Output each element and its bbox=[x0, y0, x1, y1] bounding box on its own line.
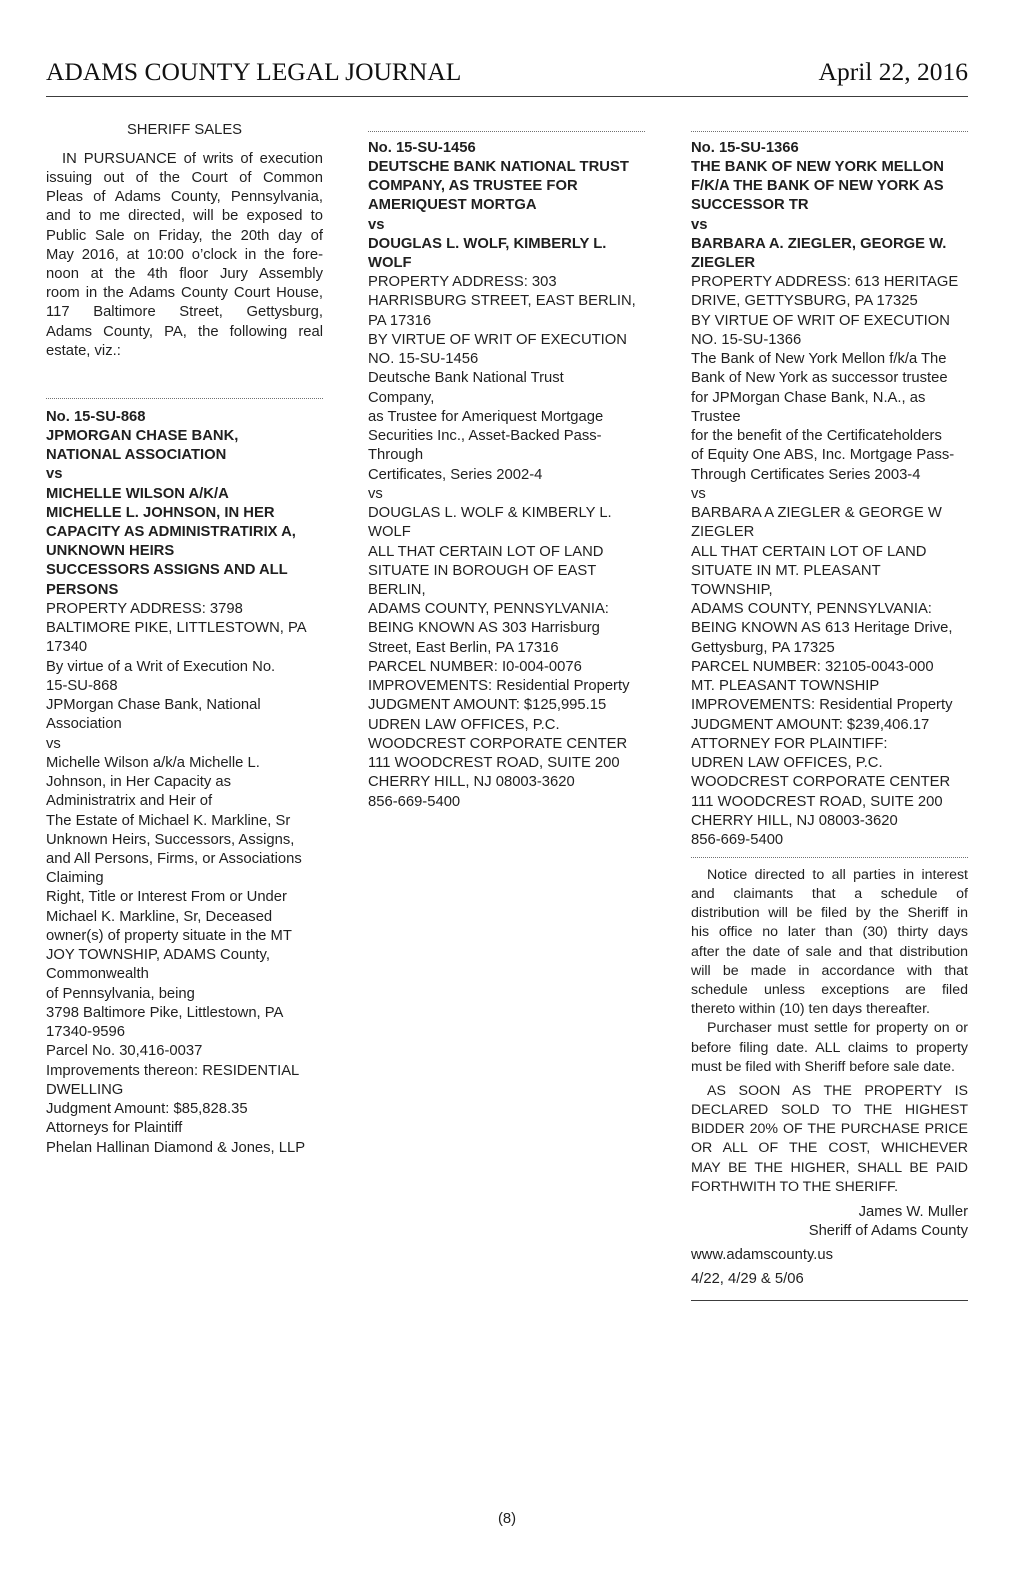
case-caption bbox=[46, 427, 323, 600]
payment-notice bbox=[691, 1082, 968, 1197]
listing-detail-line: 856-669-5400 bbox=[691, 832, 784, 849]
listing-detail-line: PARCEL NUMBER: 32105-0043-000 bbox=[691, 658, 934, 675]
case-caption-line: MICHELLE WILSON A/K/A bbox=[46, 485, 229, 502]
listing-detail-line: BEING KNOWN AS 303 Harrisburg bbox=[368, 620, 600, 637]
notice-line: AS SOON AS THE PROPERTY IS bbox=[707, 1082, 968, 1099]
listing-detail-line: WOODCREST CORPORATE CENTER bbox=[368, 735, 628, 752]
listing-detail-line: WOODCREST CORPORATE CENTER bbox=[691, 774, 951, 791]
notice-line: DECLARED SOLD TO THE HIGHEST bbox=[691, 1101, 968, 1118]
distribution-notice bbox=[691, 866, 968, 1020]
sheriff-title: Sheriff of Adams County bbox=[808, 1222, 968, 1239]
listing-detail-line: BARBARA A ZIEGLER & GEORGE W bbox=[691, 505, 942, 522]
listing-detail-line: BY VIRTUE OF WRIT OF EXECUTION bbox=[368, 331, 627, 348]
county-website: www.adamscounty.us bbox=[691, 1246, 834, 1263]
listing-detail-line: Phelan Hallinan Diamond & Jones, LLP bbox=[46, 1139, 306, 1156]
section-divider bbox=[691, 131, 968, 132]
header-rule bbox=[46, 96, 968, 97]
listing-detail-line: Improvements thereon: RESIDENTIAL bbox=[46, 1062, 300, 1079]
sale-listing bbox=[368, 139, 645, 812]
listing-detail-line: for the benefit of the Certificateholders bbox=[691, 428, 942, 445]
notice-line: MAY BE THE HIGHER, SHALL BE PAID bbox=[691, 1159, 968, 1176]
listing-detail-line: ADAMS COUNTY, PENNSYLVANIA: bbox=[691, 601, 932, 618]
listing-detail-line: Certificates, Series 2002-4 bbox=[368, 466, 543, 483]
case-caption-line: SUCCESSOR TR bbox=[691, 197, 809, 214]
listing-detail-line: vs bbox=[46, 735, 61, 752]
case-caption-line: CAPACITY AS ADMINISTRATIRIX A, bbox=[46, 524, 296, 540]
listing-detail-line: Through bbox=[368, 447, 424, 464]
journal-title: ADAMS COUNTY LEGAL JOURNAL bbox=[46, 57, 462, 86]
listing-detail-line: Commonwealth bbox=[46, 966, 149, 983]
listing-detail-line: SITUATE IN BOROUGH OF EAST bbox=[368, 562, 597, 579]
notice-line: will be made in accordance with that bbox=[691, 962, 968, 979]
listing-detail-line: 111 WOODCREST ROAD, SUITE 200 bbox=[691, 793, 943, 810]
listing-detail-line: Michelle Wilson a/k/a Michelle L. bbox=[46, 754, 260, 771]
notice-line: distribution will be filed by the Sheriff in bbox=[691, 905, 968, 922]
page-number: (8) bbox=[497, 1510, 517, 1527]
listing-detail-line: MT. PLEASANT TOWNSHIP bbox=[691, 678, 880, 695]
intro-line: and to me directed, will be exposed to bbox=[46, 208, 323, 225]
listing-detail-line: owner(s) of property situate in the MT bbox=[46, 927, 292, 944]
case-caption-line: AMERIQUEST MORTGA bbox=[368, 197, 537, 214]
section-divider bbox=[46, 398, 323, 399]
listing-detail-line: Unknown Heirs, Successors, Assigns, bbox=[46, 831, 295, 848]
listing-details bbox=[46, 600, 323, 1158]
intro-line: 117 Baltimore Street, Gettysburg, bbox=[46, 304, 323, 321]
case-caption-line: SUCCESSORS ASSIGNS AND ALL bbox=[46, 562, 288, 579]
intro-line: Pleas of Adams County, Pennsylvania, bbox=[46, 189, 323, 206]
case-caption-line: WOLF bbox=[368, 255, 412, 271]
listing-detail-line: 17340-9596 bbox=[46, 1024, 125, 1041]
listing-detail-line: ALL THAT CERTAIN LOT OF LAND bbox=[691, 543, 927, 560]
listing-detail-line: DRIVE, GETTYSBURG, PA 17325 bbox=[691, 293, 918, 310]
listing-detail-line: PROPERTY ADDRESS: 613 HERITAGE bbox=[691, 274, 959, 291]
intro-line: Adams County, PA, the following real bbox=[46, 323, 323, 340]
notice-line: schedule unless exceptions are filed bbox=[691, 982, 968, 998]
listing-detail-line: Association bbox=[46, 716, 122, 733]
intro-line: May 2016, at 10:00 o’clock in the fore- bbox=[46, 246, 323, 263]
section-title: SHERIFF SALES bbox=[126, 121, 243, 138]
notice-line: his office no later than (30) thirty days bbox=[691, 924, 968, 941]
case-number: No. 15-SU-1366 bbox=[691, 139, 799, 156]
intro-line: Public Sale on Friday, the 20th day of bbox=[46, 227, 323, 244]
listing-detail-line: PA 17316 bbox=[368, 312, 432, 329]
listing-detail-line: Michael K. Markline, Sr, Deceased bbox=[46, 908, 273, 925]
case-caption-line: THE BANK OF NEW YORK MELLON bbox=[691, 158, 944, 175]
listing-detail-line: Company, bbox=[368, 389, 435, 406]
listing-detail-line: BY VIRTUE OF WRIT OF EXECUTION bbox=[691, 312, 950, 329]
listing-detail-line: Street, East Berlin, PA 17316 bbox=[368, 639, 559, 656]
listing-detail-line: Securities Inc., Asset-Backed Pass- bbox=[368, 428, 602, 445]
listing-detail-line: Gettysburg, PA 17325 bbox=[691, 639, 835, 656]
listing-detail-line: Deutsche Bank National Trust bbox=[368, 370, 564, 387]
listing-details bbox=[691, 273, 968, 850]
intro-paragraph bbox=[46, 150, 323, 362]
listing-detail-line: UDREN LAW OFFICES, P.C. bbox=[691, 755, 883, 772]
listing-details bbox=[368, 273, 645, 812]
listing-detail-line: WOLF bbox=[368, 524, 411, 541]
listing-detail-line: The Bank of New York Mellon f/k/a The bbox=[691, 351, 947, 368]
notice-line: OR ALL OF THE COST, WHICHEVER bbox=[691, 1140, 968, 1157]
listing-detail-line: TOWNSHIP, bbox=[691, 581, 773, 598]
case-caption-line: BARBARA A. ZIEGLER, GEORGE W. bbox=[691, 235, 947, 252]
issue-date: April 22, 2016 bbox=[818, 57, 968, 86]
notice-line: FORTHWITH TO THE SHERIFF. bbox=[691, 1178, 899, 1195]
listing-detail-line: PROPERTY ADDRESS: 303 bbox=[368, 274, 557, 291]
listing-detail-line: JUDGMENT AMOUNT: $239,406.17 bbox=[691, 716, 930, 733]
listing-detail-line: Johnson, in Her Capacity as bbox=[46, 774, 232, 791]
listing-detail-line: BERLIN, bbox=[368, 581, 426, 598]
sheriff-name: James W. Muller bbox=[858, 1203, 968, 1220]
listing-detail-line: ATTORNEY FOR PLAINTIFF: bbox=[691, 735, 888, 752]
case-number: No. 15-SU-1456 bbox=[368, 139, 476, 156]
sale-listing bbox=[691, 139, 968, 851]
listing-detail-line: PROPERTY ADDRESS: 3798 bbox=[46, 600, 243, 617]
intro-line: noon at the 4th floor Jury Assembly bbox=[46, 266, 323, 282]
listing-detail-line: The Estate of Michael K. Markline, Sr bbox=[46, 812, 291, 829]
listing-detail-line: DWELLING bbox=[46, 1081, 124, 1098]
listing-detail-line: as Trustee for Ameriquest Mortgage bbox=[368, 408, 604, 425]
notice-line: Notice directed to all parties in interest bbox=[707, 866, 968, 883]
listing-detail-line: of Pennsylvania, being bbox=[46, 985, 195, 1002]
case-number: No. 15-SU-868 bbox=[46, 408, 146, 425]
end-rule bbox=[691, 1300, 968, 1301]
listing-detail-line: 856-669-5400 bbox=[368, 793, 461, 810]
listing-detail-line: ADAMS COUNTY, PENNSYLVANIA: bbox=[368, 601, 609, 618]
listing-detail-line: Attorneys for Plaintiff bbox=[46, 1120, 183, 1137]
case-caption-line: DEUTSCHE BANK NATIONAL TRUST bbox=[368, 158, 629, 175]
intro-line: estate, viz.: bbox=[46, 342, 121, 359]
listing-detail-line: and All Persons, Firms, or Associations bbox=[46, 850, 302, 867]
case-caption-line: vs bbox=[691, 216, 708, 233]
listing-detail-line: SITUATE IN MT. PLEASANT bbox=[691, 562, 881, 579]
listing-detail-line: Parcel No. 30,416-0037 bbox=[46, 1043, 203, 1060]
sale-listing bbox=[46, 408, 323, 1158]
sheriff-signature bbox=[691, 1203, 968, 1241]
case-caption-line: vs bbox=[368, 216, 385, 233]
listing-detail-line: 3798 Baltimore Pike, Littlestown, PA bbox=[46, 1004, 284, 1021]
listing-detail-line: Administratrix and Heir of bbox=[46, 793, 213, 810]
case-caption-line: ZIEGLER bbox=[691, 255, 756, 271]
case-caption-line: PERSONS bbox=[46, 581, 119, 598]
notice-line: Purchaser must settle for property on or bbox=[707, 1020, 968, 1037]
intro-line: room in the Adams County Court House, bbox=[46, 285, 323, 302]
listing-detail-line: Judgment Amount: $85,828.35 bbox=[46, 1101, 248, 1118]
publication-dates: 4/22, 4/29 & 5/06 bbox=[691, 1270, 804, 1287]
listing-detail-line: ZIEGLER bbox=[691, 524, 755, 541]
listing-detail-line: UDREN LAW OFFICES, P.C. bbox=[368, 716, 560, 733]
case-caption-line: JPMORGAN CHASE BANK, bbox=[46, 427, 239, 444]
listing-detail-line: JOY TOWNSHIP, ADAMS County, bbox=[46, 947, 270, 964]
listing-detail-line: Claiming bbox=[46, 870, 104, 887]
case-caption-line: DOUGLAS L. WOLF, KIMBERLY L. bbox=[368, 235, 607, 252]
listing-detail-line: By virtue of a Writ of Execution No. bbox=[46, 658, 276, 675]
intro-line: IN PURSUANCE of writs of execution bbox=[62, 150, 323, 167]
listing-detail-line: PARCEL NUMBER: I0-004-0076 bbox=[368, 658, 582, 675]
notice-line: before filing date. ALL claims to property bbox=[691, 1039, 968, 1056]
listing-detail-line: Through Certificates Series 2003-4 bbox=[691, 466, 921, 483]
listing-detail-line: 111 WOODCREST ROAD, SUITE 200 bbox=[368, 755, 620, 772]
listing-detail-line: 17340 bbox=[46, 639, 88, 656]
notice-line: and claimants that a schedule of bbox=[691, 885, 968, 902]
listing-detail-line: DOUGLAS L. WOLF & KIMBERLY L. bbox=[368, 505, 612, 522]
listing-detail-line: CHERRY HILL, NJ 08003-3620 bbox=[368, 774, 575, 791]
section-divider bbox=[691, 857, 968, 858]
case-caption-line: NATIONAL ASSOCIATION bbox=[46, 447, 227, 464]
listing-detail-line: IMPROVEMENTS: Residential Property bbox=[691, 697, 953, 714]
listing-detail-line: Bank of New York as successor trustee bbox=[691, 370, 948, 387]
listing-detail-line: HARRISBURG STREET, EAST BERLIN, bbox=[368, 293, 636, 310]
listing-detail-line: Trustee bbox=[691, 408, 741, 425]
listing-detail-line: JPMorgan Chase Bank, National bbox=[46, 697, 261, 714]
notice-line: thereto within (10) ten days thereafter. bbox=[691, 1001, 930, 1018]
listing-detail-line: vs bbox=[368, 485, 383, 502]
listing-detail-line: vs bbox=[691, 485, 706, 502]
listing-detail-line: for JPMorgan Chase Bank, N.A., as bbox=[691, 389, 926, 406]
case-caption-line: UNKNOWN HEIRS bbox=[46, 543, 175, 560]
notice-line: after the date of sale and that distribution bbox=[691, 943, 968, 960]
case-caption-line: F/K/A THE BANK OF NEW YORK AS bbox=[691, 178, 944, 195]
case-caption bbox=[691, 158, 968, 273]
listing-detail-line: CHERRY HILL, NJ 08003-3620 bbox=[691, 812, 898, 829]
listing-detail-line: of Equity One ABS, Inc. Mortgage Pass- bbox=[691, 447, 955, 464]
case-caption bbox=[368, 158, 645, 273]
case-caption-line: vs bbox=[46, 466, 63, 483]
notice-line: BIDDER 20% OF THE PURCHASE PRICE bbox=[691, 1121, 968, 1138]
case-caption-line: COMPANY, AS TRUSTEE FOR bbox=[368, 178, 578, 195]
listing-detail-line: IMPROVEMENTS: Residential Property bbox=[368, 678, 630, 695]
case-caption-line: MICHELLE L. JOHNSON, IN HER bbox=[46, 504, 275, 521]
purchaser-notice bbox=[691, 1019, 968, 1077]
listing-detail-line: BALTIMORE PIKE, LITTLESTOWN, PA bbox=[46, 620, 307, 637]
listing-detail-line: JUDGMENT AMOUNT: $125,995.15 bbox=[368, 697, 607, 714]
intro-line: issuing out of the Court of Common bbox=[46, 169, 323, 186]
listing-detail-line: NO. 15-SU-1366 bbox=[691, 331, 802, 348]
listing-detail-line: ALL THAT CERTAIN LOT OF LAND bbox=[368, 543, 604, 560]
listing-detail-line: Right, Title or Interest From or Under bbox=[46, 889, 287, 906]
section-divider bbox=[368, 131, 645, 132]
listing-detail-line: 15-SU-868 bbox=[46, 677, 118, 694]
notice-line: must be filed with Sheriff before sale date. bbox=[691, 1058, 955, 1075]
sheriff-notices bbox=[691, 866, 968, 1078]
listing-detail-line: NO. 15-SU-1456 bbox=[368, 351, 479, 368]
listing-detail-line: BEING KNOWN AS 613 Heritage Drive, bbox=[691, 620, 953, 637]
